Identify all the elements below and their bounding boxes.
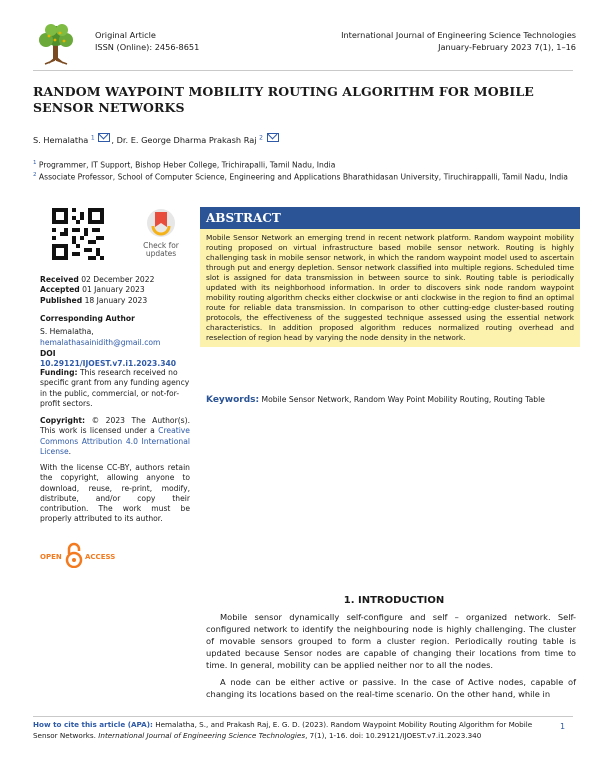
check-for-updates-badge[interactable] [132, 208, 190, 260]
received-date: 02 December 2022 [81, 275, 155, 284]
published-label: Published [40, 295, 83, 305]
author-separator: , [111, 135, 114, 145]
corresponding-email[interactable]: hemalathasainidith@gmail.com [40, 337, 161, 347]
copyright-label: Copyright: [40, 416, 86, 425]
qr-code-icon [52, 208, 104, 260]
affiliation-1-text: Programmer, IT Support, Bishop Heber College, Trichirapalli, Tamil Nadu, India [38, 160, 336, 170]
author-1-sup: 1 [90, 134, 95, 142]
author-line [33, 133, 573, 145]
abstract-text: Mobile Sensor Network an emerging trend in recent network platform. Random waypoint mobility routing proposed on virtual infrastructure based mobile sensor network. Routing is highly challenging task in mobile sensor network, in which the random waypoint model used to ascertain through put and energy depletion. Sensor network classified into multiple regions. Scheduled time slot is assigned for data transmission in between source to sink. Routing table is periodically updated with its neighborhood information. In order to discovers sink node random waypoint mobility routing algorithm checks either clockwise or anti clockwise in the region to find an optimal route for reliable data transmission. In comparison to other cutting-edge cluster-based routing protocols, the effectiveness of the suggested technique assessed using the essential network characteristics. In addition proposed algorithm reduces normalized routing overhead and reselection of region head by varying the node density in the network. [200, 229, 580, 347]
copyright [40, 416, 190, 457]
page-number: 1 [560, 722, 566, 731]
citation-text-1: Hemalatha, S., and Prakash Raj, E. G. D. (2023). Random Waypoint Mobility Routing Algorithm for Mobile Sensor Networks. [33, 720, 533, 740]
introduction-paragraph-2: A node can be either active or passive. In the case of Active nodes, capable of changing its locations based on the real-time scenario. On the other hand, while in [206, 677, 576, 699]
funding-text: This research received no specific grant from any funding agency in the public, commercial, or not-for-profit sectors. [40, 368, 190, 408]
published-row [40, 296, 190, 306]
issue-info: January-February 2023 7(1), 1–16 [438, 42, 576, 52]
keywords-label: Keywords: [206, 395, 260, 405]
accepted-row [40, 285, 190, 295]
email-icon[interactable] [98, 133, 110, 142]
accepted-date: 01 January 2023 [82, 285, 145, 295]
tree-logo-icon [33, 22, 79, 66]
journal-name: International Journal of Engineering Science Technologies [341, 30, 576, 40]
qr-code[interactable] [52, 208, 104, 260]
citation-text-2: , 7(1), 1-16. doi: 10.29121/IJOEST.v7.i1.2023.340 [305, 730, 482, 740]
affiliation-1-sup: 1 [33, 160, 37, 166]
keywords [206, 395, 576, 406]
article-type: Original Article [95, 30, 156, 40]
journal-logo [33, 22, 79, 66]
affiliation-2-text: Associate Professor, School of Computer Science, Engineering and Applications Bharathidasan University, Tiruchirappalli, Tamil Nadu, India [38, 172, 568, 182]
open-access-logo [40, 542, 120, 570]
author-2-sup: 2 [259, 134, 263, 142]
accepted-label: Accepted [40, 285, 80, 295]
introduction-paragraph-1: Mobile sensor dynamically self-configure and self – organized network. Self-configured network to identify the neighbouring node is highly challenging. The cluster of movable sensors grouped to form a cluster region. Periodically routing table is updated because Sensor nodes are capable of changing their locations from time to time. In general, mobility can be applied neither nor to all the nodes. [206, 612, 576, 670]
citation-journal: International Journal of Engineering Science Technologies [98, 730, 306, 740]
funding [40, 368, 192, 409]
author-2: Dr. E. George Dharma Prakash Raj [116, 135, 257, 145]
introduction-heading: 1. INTRODUCTION [343, 595, 445, 606]
header-divider [33, 70, 573, 71]
email-icon[interactable] [267, 133, 279, 142]
open-access-left: OPEN [40, 553, 62, 561]
badge-line-1: Check for [143, 241, 179, 250]
doi-link[interactable]: 10.29121/IJOEST.v7.i1.2023.340 [40, 359, 177, 369]
open-lock-icon [65, 542, 83, 568]
update-ribbon-icon [146, 208, 176, 238]
keywords-text: Mobile Sensor Network, Random Way Point Mobility Routing, Routing Table [261, 395, 545, 404]
citation-label: How to cite this article (APA): [33, 720, 153, 729]
license-note: With the license CC-BY, authors retain the copyright, allowing anyone to download, reuse, re-print, modify, distribute, and/or copy their contribution. The work must be properly attributed to its author. [40, 463, 190, 524]
issn: ISSN (Online): 2456-8651 [95, 42, 200, 52]
open-access-right: ACCESS [85, 553, 116, 561]
badge-line-2: updates [145, 249, 177, 258]
doi-label: DOI [40, 348, 56, 358]
corresponding-heading: Corresponding Author [40, 314, 135, 323]
license-link[interactable]: Creative Commons Attribution 4.0 International License [40, 426, 190, 456]
citation [33, 720, 553, 741]
paper-title: RANDOM WAYPOINT MOBILITY ROUTING ALGORITHM FOR MOBILE SENSOR NETWORKS [33, 84, 534, 115]
affiliation-2 [33, 170, 578, 183]
copyright-end: . [68, 446, 72, 456]
corresponding-name: S. Hemalatha, [40, 327, 94, 337]
affiliation-2-sup: 2 [33, 172, 37, 178]
abstract-heading: ABSTRACT [200, 207, 580, 229]
footer-divider [33, 716, 573, 717]
funding-label: Funding: [40, 368, 78, 377]
received-label: Received [40, 275, 79, 284]
author-1: S. Hemalatha [33, 135, 89, 145]
dates [40, 275, 190, 306]
published-date: 18 January 2023 [84, 295, 148, 305]
received-row [40, 275, 190, 285]
copyright-text: © 2023 The Author(s). This work is licensed under a [40, 416, 190, 436]
corresponding-author [40, 314, 190, 369]
